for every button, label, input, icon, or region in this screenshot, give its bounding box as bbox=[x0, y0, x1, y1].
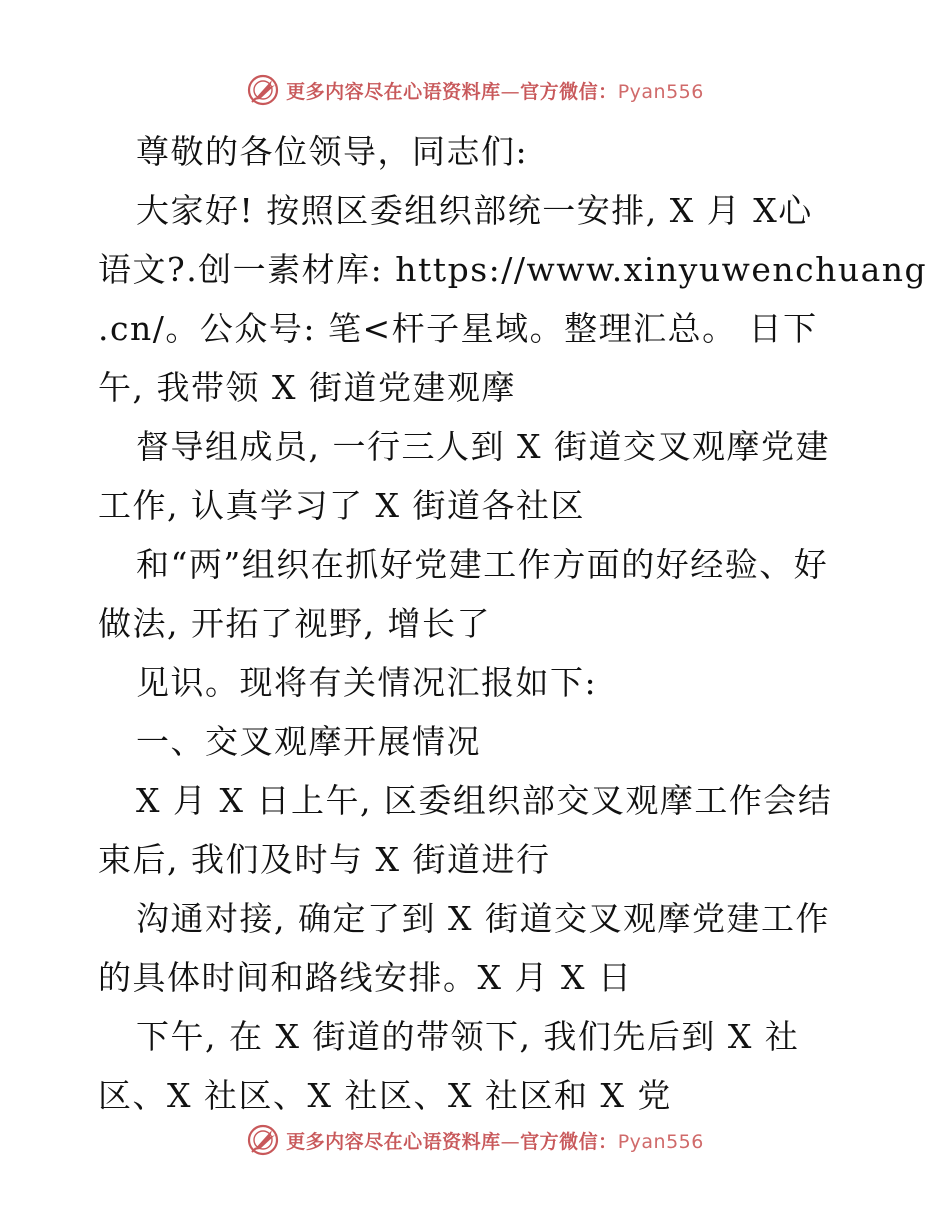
body-line: 尊敬的各位领导，同志们: bbox=[136, 132, 529, 171]
body-line: 一、交叉观摩开展情况 bbox=[136, 722, 481, 761]
body-line: 大家好! 按照区委组织部统一安排, X 月 X心 bbox=[136, 191, 813, 230]
body-line: 见识。现将有关情况汇报如下: bbox=[136, 663, 598, 702]
body-line: 束后, 我们及时与 X 街道进行 bbox=[98, 840, 551, 879]
body-line: X 月 X 日上午, 区委组织部交叉观摩工作会结 bbox=[136, 781, 833, 820]
body-line: 督导组成员, 一行三人到 X 街道交叉观摩党建 bbox=[136, 427, 830, 466]
watermark-header bbox=[0, 68, 950, 112]
watermark-main: 更多内容尽在心语资料库 bbox=[286, 80, 501, 103]
body-line: 和“两”组织在抓好党建工作方面的好经验、好 bbox=[136, 545, 829, 584]
watermark-suffix: 官方微信： bbox=[520, 1130, 618, 1153]
watermark-footer bbox=[0, 1118, 950, 1162]
body-line: .cn/。公众号: 笔<杆子星域。整理汇总。 日下 bbox=[98, 309, 818, 348]
body-line: 的具体时间和路线安排。X 月 X 日 bbox=[98, 958, 633, 997]
watermark-separator: — bbox=[500, 1130, 521, 1153]
watermark-suffix: 官方微信： bbox=[520, 80, 618, 103]
document-body bbox=[98, 122, 928, 1125]
body-line: 下午, 在 X 街道的带领下, 我们先后到 X 社 bbox=[136, 1017, 800, 1056]
quill-logo-icon bbox=[246, 1123, 280, 1157]
body-line: 做法, 开拓了视野, 增长了 bbox=[98, 604, 491, 643]
watermark-text bbox=[286, 77, 704, 104]
body-line: 区、X 社区、X 社区、X 社区和 X 党 bbox=[98, 1076, 672, 1115]
watermark-id: Pyan556 bbox=[617, 80, 704, 103]
watermark-separator: — bbox=[500, 80, 521, 103]
body-line: 沟通对接, 确定了到 X 街道交叉观摩党建工作 bbox=[136, 899, 830, 938]
body-line: 语文?.创一素材库: https://www.xinyuwenchuang bbox=[98, 250, 928, 289]
watermark-main: 更多内容尽在心语资料库 bbox=[286, 1130, 501, 1153]
quill-logo-icon bbox=[246, 73, 280, 107]
body-line: 午, 我带领 X 街道党建观摩 bbox=[98, 368, 516, 407]
watermark-group bbox=[246, 73, 704, 107]
watermark-id: Pyan556 bbox=[617, 1130, 704, 1153]
watermark-group bbox=[246, 1123, 704, 1157]
body-line: 工作, 认真学习了 X 街道各社区 bbox=[98, 486, 585, 525]
watermark-text bbox=[286, 1127, 704, 1154]
